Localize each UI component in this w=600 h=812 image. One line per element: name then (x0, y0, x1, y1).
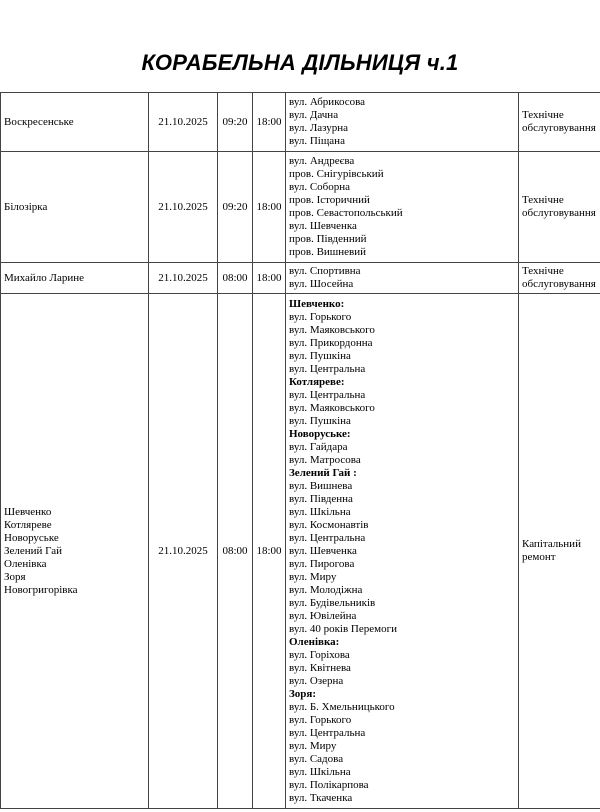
settlement-cell (1, 93, 149, 152)
settlement-cell (1, 263, 149, 294)
settlement-name: Михайло Ларине (4, 271, 85, 284)
start-time-cell: 09:20 (218, 152, 253, 263)
streets-cell (286, 294, 519, 809)
street-name: вул. Шосейна (289, 278, 354, 290)
work-type-cell (519, 152, 600, 263)
end-time-cell: 18:00 (253, 263, 286, 294)
village-heading: Оленівка: (289, 635, 340, 648)
table-row (1, 93, 600, 152)
village-heading: Новоруське: (289, 427, 351, 440)
village-heading: Котляреве: (289, 375, 345, 388)
street-name: вул. Пушкіна (289, 414, 351, 427)
street-name: вул. Абрикосова (289, 96, 366, 108)
table-row (1, 152, 600, 263)
work-type-text: обслуговування (522, 207, 596, 219)
work-type-text: ремонт (522, 551, 556, 563)
street-name: вул. Шевченка (289, 544, 357, 557)
street-name: вул. Ювілейна (289, 609, 357, 622)
settlement-cell (1, 294, 149, 809)
street-name: вул. Центральна (289, 362, 366, 375)
work-type-cell (519, 93, 600, 152)
street-name: вул. Озерна (289, 674, 344, 687)
street-name: пров. Севастопольський (289, 207, 403, 219)
settlement-cell (1, 152, 149, 263)
table-row (1, 263, 600, 294)
street-name: вул. Квітнева (289, 661, 351, 674)
settlement-name: Зелений Гай (4, 544, 63, 557)
settlement-name: Воскресенське (4, 115, 74, 128)
street-name: вул. Садова (289, 752, 344, 765)
streets-cell (286, 93, 519, 152)
street-name: вул. Шкільна (289, 765, 351, 778)
streets-cell (286, 152, 519, 263)
end-time-cell: 18:00 (253, 294, 286, 809)
street-name: вул. Гайдара (289, 440, 348, 453)
streets-cell (286, 263, 519, 294)
start-time-cell: 09:20 (218, 93, 253, 152)
street-name: вул. Полікарпова (289, 778, 369, 791)
table-row (1, 294, 600, 809)
street-name: вул. Прикордонна (289, 336, 373, 349)
street-name: вул. Горького (289, 713, 352, 726)
settlement-name: Білозірка (4, 200, 48, 213)
street-name: вул. Б. Хмельницького (289, 700, 395, 713)
street-name: вул. Шевченка (289, 220, 357, 232)
date-cell: 21.10.2025 (149, 93, 218, 152)
street-name: пров. Снігурівський (289, 168, 384, 180)
street-name: вул. Соборна (289, 181, 351, 193)
schedule-table (0, 92, 600, 809)
start-time-cell: 08:00 (218, 263, 253, 294)
street-name: вул. Піщана (289, 135, 345, 147)
street-name: вул. Шкільна (289, 505, 351, 518)
street-name: пров. Південний (289, 233, 367, 245)
street-name: вул. Молодіжна (289, 583, 363, 596)
settlement-name: Новоруське (4, 531, 59, 544)
street-name: вул. Лазурна (289, 122, 349, 134)
street-name: вул. Ткаченка (289, 791, 353, 804)
settlement-name: Оленівка (4, 557, 47, 570)
street-name: вул. Горького (289, 310, 352, 323)
street-name: вул. Маяковського (289, 323, 375, 336)
settlement-name: Новогригорівка (4, 583, 78, 596)
street-name: вул. Будівельників (289, 596, 376, 609)
work-type-text: Капітальний (522, 538, 581, 550)
street-name: вул. Космонавтів (289, 518, 369, 531)
street-name: вул. Андреєва (289, 155, 355, 167)
work-type-text: Технічне (522, 194, 564, 206)
village-heading: Зелений Гай : (289, 466, 357, 479)
street-name: вул. Вишнева (289, 479, 353, 492)
village-heading: Шевченко: (289, 297, 345, 310)
settlement-name: Котляреве (4, 518, 52, 531)
street-name: вул. Центральна (289, 531, 366, 544)
street-name: вул. Миру (289, 570, 337, 583)
street-name: вул. Дачна (289, 109, 339, 121)
work-type-text: обслуговування (522, 122, 596, 134)
work-type-cell (519, 294, 600, 809)
street-name: пров. Історичний (289, 194, 370, 206)
work-type-cell (519, 263, 600, 294)
street-name: вул. Пирогова (289, 557, 355, 570)
end-time-cell: 18:00 (253, 152, 286, 263)
street-name: вул. Маяковського (289, 401, 375, 414)
street-name: вул. Миру (289, 739, 337, 752)
settlement-name: Зоря (4, 570, 26, 583)
street-name: вул. Центральна (289, 726, 366, 739)
date-cell: 21.10.2025 (149, 263, 218, 294)
settlement-name: Шевченко (4, 505, 52, 518)
end-time-cell: 18:00 (253, 93, 286, 152)
date-cell: 21.10.2025 (149, 152, 218, 263)
street-name: вул. Матросова (289, 453, 361, 466)
street-name: вул. Центральна (289, 388, 366, 401)
street-name: пров. Вишневий (289, 246, 367, 258)
street-name: вул. Спортивна (289, 265, 361, 277)
work-type-text: Технічне (522, 109, 564, 121)
date-cell: 21.10.2025 (149, 294, 218, 809)
work-type-text: обслуговування (522, 278, 596, 290)
page-title: КОРАБЕЛЬНА ДІЛЬНИЦЯ ч.1 (141, 50, 459, 75)
work-type-text: Технічне (522, 265, 564, 277)
street-name: вул. Пушкіна (289, 349, 351, 362)
village-heading: Зоря: (289, 687, 317, 700)
street-name: вул. 40 років Перемоги (289, 622, 397, 635)
start-time-cell: 08:00 (218, 294, 253, 809)
street-name: вул. Горіхова (289, 648, 350, 661)
street-name: вул. Південна (289, 492, 353, 505)
